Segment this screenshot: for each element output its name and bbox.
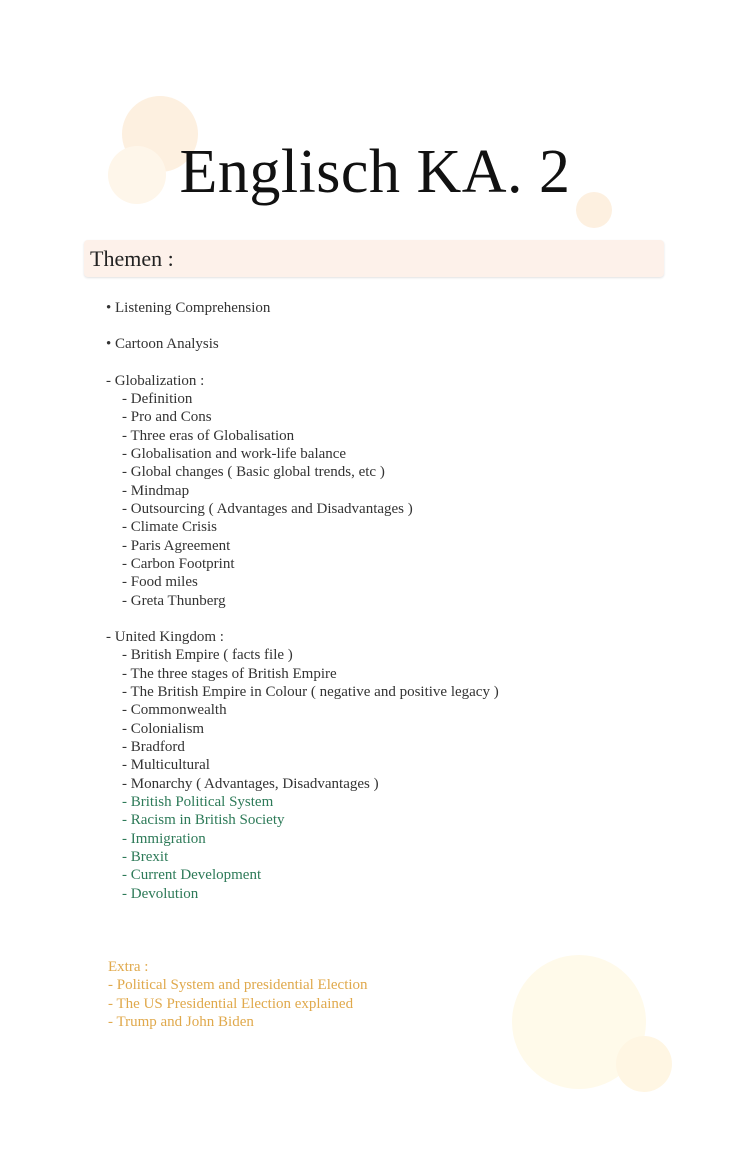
list-item: - Multicultural	[122, 757, 210, 773]
highlighted-list-item: - Racism in British Society	[122, 812, 285, 828]
bullet-item: • Listening Comprehension	[106, 300, 271, 316]
list-item: - Pro and Cons	[122, 409, 212, 425]
list-item: - British Empire ( facts file )	[122, 647, 293, 663]
decorative-circle	[616, 1036, 672, 1092]
bullet-item: • Cartoon Analysis	[106, 336, 219, 352]
extra-item: - Trump and John Biden	[108, 1014, 254, 1030]
highlighted-list-item: - Immigration	[122, 831, 206, 847]
themen-label: Themen :	[90, 246, 174, 271]
list-item: - Three eras of Globalisation	[122, 428, 295, 444]
list-item: - Mindmap	[122, 483, 190, 499]
extra-heading: Extra :	[108, 959, 149, 975]
list-item: - Bradford	[122, 739, 185, 755]
list-item: - Carbon Footprint	[122, 556, 235, 572]
list-item: - Monarchy ( Advantages, Disadvantages )	[122, 776, 379, 792]
list-item: - Greta Thunberg	[122, 593, 226, 609]
list-item: - Global changes ( Basic global trends, etc )	[122, 464, 385, 480]
highlighted-list-item: - British Political System	[122, 794, 274, 810]
list-item: - Colonialism	[122, 721, 205, 737]
page-title: Englisch KA. 2	[179, 138, 571, 206]
section-heading-globalization: - Globalization :	[106, 373, 205, 389]
list-item: - Definition	[122, 391, 193, 407]
list-item: - Food miles	[122, 574, 198, 590]
list-item: - Climate Crisis	[122, 519, 217, 535]
list-item: - Paris Agreement	[122, 538, 231, 554]
list-item: - Outsourcing ( Advantages and Disadvantages )	[122, 501, 413, 517]
list-item: - Globalisation and work-life balance	[122, 446, 347, 462]
highlighted-list-item: - Current Development	[122, 867, 262, 883]
list-item: - The three stages of British Empire	[122, 666, 337, 682]
extra-item: - Political System and presidential Election	[108, 977, 368, 993]
themen-header-bar	[84, 240, 664, 277]
highlighted-list-item: - Brexit	[122, 849, 169, 865]
list-item: - The British Empire in Colour ( negative and positive legacy )	[122, 684, 499, 700]
extra-item: - The US Presidential Election explained	[108, 996, 354, 1012]
list-item: - Commonwealth	[122, 702, 227, 718]
section-heading-united-kingdom: - United Kingdom :	[106, 629, 224, 645]
highlighted-list-item: - Devolution	[122, 886, 199, 902]
